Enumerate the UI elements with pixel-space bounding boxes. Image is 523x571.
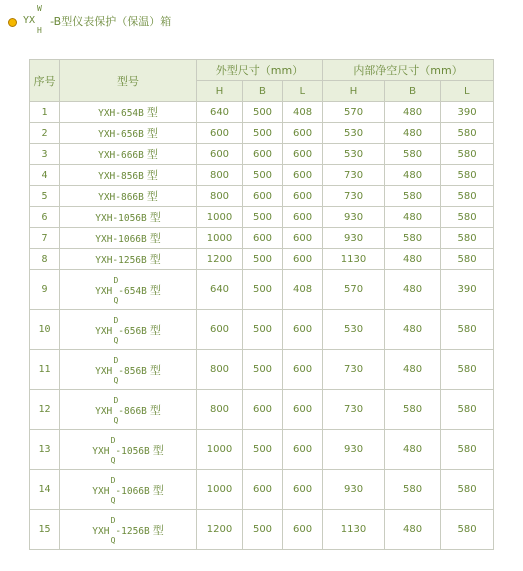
inner-h: 530 [323, 123, 385, 144]
row-model [60, 270, 197, 310]
title-superscript: W [37, 4, 42, 13]
outer-h: 800 [197, 350, 243, 390]
row-model [60, 186, 197, 207]
inner-b: 580 [385, 470, 441, 510]
inner-h: 570 [323, 270, 385, 310]
header-outer-l: L [283, 81, 323, 102]
model-type: 型 [149, 232, 161, 245]
model-base-text: YXH [95, 285, 113, 297]
outer-h: 1000 [197, 207, 243, 228]
row-model [60, 165, 197, 186]
model-base [92, 475, 116, 505]
header-inner-b: B [385, 81, 441, 102]
model-base-text: YXH [95, 365, 113, 377]
row-model [60, 144, 197, 165]
model-suffix: -856B [118, 365, 147, 377]
inner-b: 580 [385, 186, 441, 207]
inner-h: 730 [323, 350, 385, 390]
spec-table [29, 59, 494, 550]
table-row [30, 144, 494, 165]
header-inner-h: H [323, 81, 385, 102]
header-outer-b: B [243, 81, 283, 102]
row-model [60, 123, 197, 144]
model-code: YXH-666B [98, 150, 144, 161]
row-model [60, 470, 197, 510]
outer-h: 1000 [197, 430, 243, 470]
row-index: 6 [30, 207, 60, 228]
model-superscript: D [113, 315, 119, 325]
inner-l: 580 [441, 228, 494, 249]
row-index: 7 [30, 228, 60, 249]
model-base [92, 515, 116, 545]
inner-h: 930 [323, 430, 385, 470]
outer-b: 500 [243, 102, 283, 123]
model-code: YXH-654B [98, 108, 144, 119]
table-row [30, 102, 494, 123]
model-suffix: -1056B [115, 445, 150, 457]
model-code [95, 275, 147, 305]
inner-h: 530 [323, 144, 385, 165]
row-model [60, 430, 197, 470]
outer-l: 600 [283, 430, 323, 470]
inner-b: 580 [385, 228, 441, 249]
model-subscript: Q [113, 375, 119, 385]
header-inner-size: 内部净空尺寸（mm） [323, 60, 494, 81]
inner-l: 580 [441, 186, 494, 207]
row-index: 3 [30, 144, 60, 165]
model-subscript: Q [113, 295, 119, 305]
model-subscript: Q [110, 455, 116, 465]
model-code [92, 435, 150, 465]
table-row [30, 123, 494, 144]
inner-h: 1130 [323, 249, 385, 270]
row-model [60, 390, 197, 430]
outer-b: 500 [243, 510, 283, 550]
inner-h: 530 [323, 310, 385, 350]
inner-h: 1130 [323, 510, 385, 550]
bullet-icon [8, 18, 17, 27]
model-base [95, 355, 119, 385]
outer-b: 500 [243, 430, 283, 470]
row-model [60, 310, 197, 350]
outer-l: 600 [283, 350, 323, 390]
inner-b: 480 [385, 430, 441, 470]
model-type: 型 [149, 323, 161, 337]
inner-b: 480 [385, 123, 441, 144]
outer-l: 600 [283, 123, 323, 144]
inner-l: 580 [441, 390, 494, 430]
outer-h: 800 [197, 390, 243, 430]
row-index: 13 [30, 430, 60, 470]
row-index: 5 [30, 186, 60, 207]
inner-l: 580 [441, 249, 494, 270]
outer-l: 600 [283, 390, 323, 430]
outer-b: 600 [243, 228, 283, 249]
header-outer-h: H [197, 81, 243, 102]
outer-h: 600 [197, 123, 243, 144]
outer-h: 640 [197, 270, 243, 310]
model-base-text: YXH [95, 325, 113, 337]
inner-l: 580 [441, 350, 494, 390]
inner-b: 480 [385, 270, 441, 310]
model-type: 型 [146, 148, 158, 161]
table-row [30, 310, 494, 350]
outer-b: 500 [243, 310, 283, 350]
outer-b: 600 [243, 390, 283, 430]
outer-l: 600 [283, 144, 323, 165]
model-superscript: D [113, 275, 119, 285]
model-type: 型 [146, 127, 158, 140]
table-row [30, 350, 494, 390]
model-code [92, 515, 150, 545]
model-code: YXH-1256B [95, 255, 147, 266]
model-type: 型 [152, 483, 164, 497]
row-model [60, 228, 197, 249]
inner-l: 580 [441, 207, 494, 228]
row-index: 2 [30, 123, 60, 144]
outer-l: 408 [283, 270, 323, 310]
model-subscript: Q [110, 535, 116, 545]
outer-h: 800 [197, 186, 243, 207]
outer-l: 600 [283, 510, 323, 550]
outer-l: 600 [283, 249, 323, 270]
table-row [30, 470, 494, 510]
model-type: 型 [149, 211, 161, 224]
outer-h: 600 [197, 310, 243, 350]
inner-b: 480 [385, 249, 441, 270]
model-code: YXH-856B [98, 171, 144, 182]
model-suffix: -866B [118, 405, 147, 417]
inner-l: 390 [441, 102, 494, 123]
outer-b: 500 [243, 270, 283, 310]
model-superscript: D [113, 355, 119, 365]
inner-l: 580 [441, 144, 494, 165]
title-model-code [23, 4, 50, 35]
model-superscript: D [110, 475, 116, 485]
inner-l: 580 [441, 310, 494, 350]
inner-l: 580 [441, 123, 494, 144]
outer-h: 800 [197, 165, 243, 186]
model-type: 型 [146, 190, 158, 203]
table-row [30, 207, 494, 228]
outer-h: 600 [197, 144, 243, 165]
model-base [95, 275, 119, 305]
inner-b: 480 [385, 310, 441, 350]
model-code: YXH-656B [98, 129, 144, 140]
row-index: 4 [30, 165, 60, 186]
outer-b: 600 [243, 186, 283, 207]
model-code [95, 315, 147, 345]
inner-b: 480 [385, 102, 441, 123]
inner-b: 580 [385, 144, 441, 165]
model-base [95, 315, 119, 345]
inner-l: 580 [441, 165, 494, 186]
model-type: 型 [149, 403, 161, 417]
model-base [92, 435, 116, 465]
row-model [60, 510, 197, 550]
model-base-text: YXH [92, 485, 110, 497]
table-row [30, 270, 494, 310]
title-subscript: H [37, 26, 42, 35]
model-type: 型 [152, 523, 164, 537]
outer-b: 600 [243, 470, 283, 510]
inner-h: 930 [323, 207, 385, 228]
outer-h: 1200 [197, 510, 243, 550]
table-row [30, 390, 494, 430]
model-code: YXH-1066B [95, 234, 147, 245]
model-base-text: YXH [92, 445, 110, 457]
row-index: 10 [30, 310, 60, 350]
row-model [60, 102, 197, 123]
model-subscript: Q [110, 495, 116, 505]
row-index: 12 [30, 390, 60, 430]
model-type: 型 [146, 106, 158, 119]
outer-l: 600 [283, 470, 323, 510]
outer-b: 500 [243, 207, 283, 228]
inner-b: 480 [385, 165, 441, 186]
model-superscript: D [110, 435, 116, 445]
header-inner-l: L [441, 81, 494, 102]
row-index: 9 [30, 270, 60, 310]
table-row [30, 228, 494, 249]
model-subscript: Q [113, 415, 119, 425]
row-index: 8 [30, 249, 60, 270]
outer-h: 1200 [197, 249, 243, 270]
outer-h: 1000 [197, 470, 243, 510]
table-row [30, 165, 494, 186]
outer-h: 1000 [197, 228, 243, 249]
model-type: 型 [152, 443, 164, 457]
page-title [8, 6, 171, 36]
header-outer-size: 外型尺寸（mm） [197, 60, 323, 81]
model-suffix: -1256B [115, 525, 150, 537]
outer-b: 600 [243, 144, 283, 165]
model-base-text: YXH [92, 525, 110, 537]
model-suffix: -654B [118, 285, 147, 297]
row-index: 1 [30, 102, 60, 123]
title-suffix: -B型仪表保护（保温）箱 [50, 15, 172, 28]
model-superscript: D [110, 515, 116, 525]
row-index: 11 [30, 350, 60, 390]
inner-h: 730 [323, 390, 385, 430]
table-row [30, 430, 494, 470]
header-model: 型号 [60, 60, 197, 102]
outer-b: 500 [243, 123, 283, 144]
model-type: 型 [149, 253, 161, 266]
model-type: 型 [149, 283, 161, 297]
outer-l: 600 [283, 165, 323, 186]
outer-l: 408 [283, 102, 323, 123]
inner-h: 930 [323, 470, 385, 510]
row-model [60, 207, 197, 228]
inner-h: 930 [323, 228, 385, 249]
model-code [95, 355, 147, 385]
model-code: YXH-866B [98, 192, 144, 203]
inner-b: 480 [385, 207, 441, 228]
inner-l: 580 [441, 430, 494, 470]
model-code [92, 475, 150, 505]
row-model [60, 350, 197, 390]
inner-b: 580 [385, 390, 441, 430]
inner-h: 570 [323, 102, 385, 123]
row-index: 14 [30, 470, 60, 510]
model-subscript: Q [113, 335, 119, 345]
outer-h: 640 [197, 102, 243, 123]
outer-l: 600 [283, 186, 323, 207]
inner-l: 580 [441, 510, 494, 550]
row-index: 15 [30, 510, 60, 550]
outer-b: 500 [243, 350, 283, 390]
table-row [30, 186, 494, 207]
row-model [60, 249, 197, 270]
inner-l: 390 [441, 270, 494, 310]
model-code [95, 395, 147, 425]
model-code: YXH-1056B [95, 213, 147, 224]
inner-b: 480 [385, 510, 441, 550]
inner-b: 480 [385, 350, 441, 390]
header-row-1 [30, 60, 494, 81]
model-superscript: D [113, 395, 119, 405]
model-type: 型 [146, 169, 158, 182]
inner-l: 580 [441, 470, 494, 510]
title-prefix: YX [23, 15, 36, 26]
model-type: 型 [149, 363, 161, 377]
outer-b: 500 [243, 165, 283, 186]
outer-l: 600 [283, 310, 323, 350]
model-suffix: -656B [118, 325, 147, 337]
inner-h: 730 [323, 165, 385, 186]
model-base-text: YXH [95, 405, 113, 417]
table-row [30, 510, 494, 550]
inner-h: 730 [323, 186, 385, 207]
outer-l: 600 [283, 228, 323, 249]
model-base [95, 395, 119, 425]
table-row [30, 249, 494, 270]
model-suffix: -1066B [115, 485, 150, 497]
header-index: 序号 [30, 60, 60, 102]
outer-b: 500 [243, 249, 283, 270]
outer-l: 600 [283, 207, 323, 228]
